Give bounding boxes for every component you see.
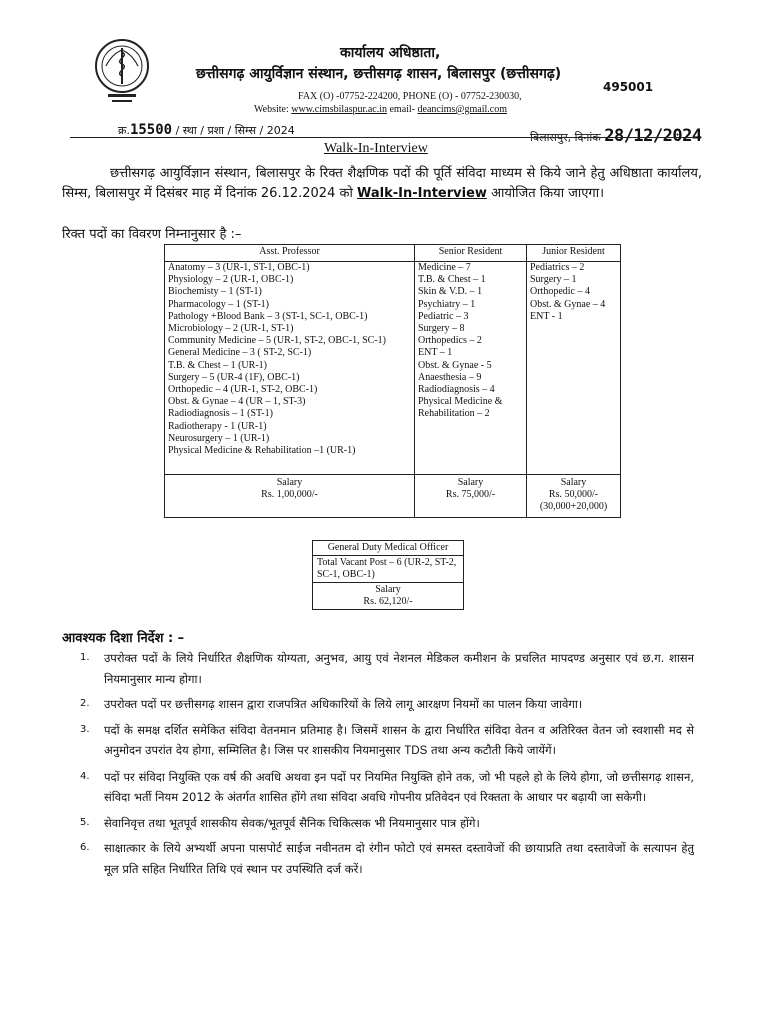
- instruction-number: 6.: [80, 842, 90, 853]
- list-item: Biochemisty – 1 (ST-1): [168, 286, 262, 298]
- list-item: Psychiatry – 1: [418, 298, 476, 310]
- posts-table: [164, 244, 621, 518]
- list-item: Obst. & Gynae – 4: [530, 298, 606, 310]
- list-item: Physical Medicine &: [418, 396, 503, 408]
- salary-asst-professor: [165, 475, 415, 518]
- instruction-number: 5.: [80, 816, 90, 828]
- instruction-number: 1.: [80, 652, 90, 663]
- list-item: Radiodiagnosis – 4: [418, 384, 495, 396]
- reference-suffix: / स्था / प्रशा / सिम्स / 2024: [175, 124, 295, 137]
- reference-number: [118, 122, 295, 138]
- list-item: Medicine – 7: [418, 262, 471, 273]
- website-link[interactable]: www.cimsbilaspur.ac.in: [291, 104, 387, 115]
- list-item: Radiodiagnosis – 1 (ST-1): [168, 408, 273, 420]
- list-item: Pathology +Blood Bank – 3 (ST-1, SC-1, OBC-1): [168, 310, 368, 322]
- list-item: Pediatrics – 2: [530, 262, 585, 273]
- list-item: Community Medicine – 5 (UR-1, ST-2, OBC-1, SC-1): [168, 335, 386, 347]
- list-item: Orthopedics – 2: [418, 335, 482, 347]
- header-senior-resident: Senior Resident: [415, 245, 527, 262]
- institute-emblem-icon: [92, 36, 152, 108]
- gdmo-salary-label: Salary: [375, 584, 401, 595]
- list-item: Skin & V.D. – 1: [418, 286, 483, 298]
- salary-label: Salary: [276, 477, 303, 488]
- list-item: Pediatric – 3: [418, 310, 469, 322]
- list-item: Surgery – 5 (UR-4 (1F), OBC-1): [168, 371, 300, 383]
- header-divider: [70, 137, 696, 138]
- date-label: बिलासपुर, दिनांक: [530, 131, 601, 144]
- list-item: Obst. & Gynae - 5: [418, 359, 492, 371]
- gdmo-salary-value: Rs. 62,120/-: [363, 596, 413, 607]
- salary-value: Rs. 1,00,000/-: [261, 489, 318, 500]
- asst-professor-list: [165, 262, 415, 475]
- header-junior-resident: Junior Resident: [527, 245, 621, 262]
- reference-handwritten-number: 15500: [129, 122, 173, 138]
- instruction-number: 2.: [80, 698, 90, 709]
- list-item: Anatomy – 3 (UR-1, ST-1, OBC-1): [168, 262, 310, 273]
- gdmo-vacancy: Total Vacant Post – 6 (UR-2, ST-2, SC-1, OBC-1): [313, 556, 464, 583]
- intro-text-2: आयोजित किया जाएगा।: [491, 186, 605, 201]
- header-asst-professor: Asst. Professor: [165, 245, 415, 262]
- email-label: email-: [389, 104, 416, 115]
- instruction-text: सेवानिवृत्त तथा भूतपूर्व शासकीय सेवक/भूतपूर्व सैनिक चिकित्सक भी नियमानुसार पात्र होंगे।: [104, 815, 480, 830]
- list-item: ENT - 1: [530, 310, 563, 322]
- posts-header-row: [165, 245, 621, 262]
- email-link[interactable]: deancims@gmail.com: [417, 104, 507, 115]
- list-item: Obst. & Gynae – 4 (UR – 1, ST-3): [168, 396, 306, 408]
- instruction-text: पदों पर संविदा नियुक्ति एक वर्ष की अवधि अथवा इन पदों पर नियमित नियुक्ति होने तक, जो भी पहले हो के लिये होगा, जो छत्तीसगढ़ शासन, संविदा भर्ती नियम 2012 के अंतर्गत शासित होंगे तथा संविदा अवधि गोपनीय प्रतिवेदन एवं रिक्तता के आधार पर बढ़ायी जा सकेगी।: [104, 769, 694, 804]
- intro-highlight: Walk-In-Interview: [356, 186, 487, 201]
- vacancy-heading: रिक्त पदों का विवरण निम्नानुसार है :–: [62, 227, 242, 242]
- salary-label: Salary: [560, 477, 587, 488]
- instruction-number: 4.: [80, 770, 90, 782]
- list-item: ENT – 1: [418, 347, 453, 359]
- salary-value: Rs. 75,000/-: [445, 489, 496, 500]
- contact-fax-phone: FAX (O) -07752-224200, PHONE (O) - 07752-230030,: [298, 91, 522, 102]
- list-item: Microbiology – 2 (UR-1, ST-1): [168, 323, 294, 335]
- gdmo-salary: [313, 583, 464, 610]
- gdmo-header: General Duty Medical Officer: [313, 541, 464, 556]
- posts-salary-row: [165, 475, 621, 518]
- reference-prefix: क्र.: [118, 124, 130, 137]
- list-item: Anaesthesia – 9: [418, 371, 482, 383]
- pincode: 495001: [603, 80, 654, 94]
- instruction-item: [80, 838, 694, 879]
- instruction-item: [80, 648, 694, 689]
- instruction-number: 3.: [80, 723, 90, 735]
- list-item: Orthopedic – 4: [530, 286, 590, 298]
- website-label: Website:: [254, 104, 289, 115]
- list-item: Physiology – 2 (UR-1, OBC-1): [168, 274, 294, 286]
- list-item: Pharmacology – 1 (ST-1): [168, 298, 270, 310]
- office-heading: कार्यालय अधिष्ठाता,: [340, 45, 441, 61]
- list-item: Orthopedic – 4 (UR-1, ST-2, OBC-1): [168, 384, 318, 396]
- senior-resident-list: [415, 262, 527, 475]
- salary-senior-resident: [415, 475, 527, 518]
- date-handwritten: 28/12/2024: [604, 126, 702, 146]
- list-item: Physical Medicine & Rehabilitation –1 (UR-1): [168, 445, 356, 457]
- instructions-list: [80, 648, 694, 884]
- list-item: Radiotherapy - 1 (UR-1): [168, 420, 267, 432]
- instruction-tds: TDS: [404, 745, 428, 757]
- instruction-item: [80, 813, 694, 834]
- list-item: General Medicine – 3 ( ST-2, SC-1): [168, 347, 312, 359]
- letter-date: [530, 126, 702, 146]
- list-item: T.B. & Chest – 1 (UR-1): [168, 359, 267, 371]
- posts-list-row: [165, 262, 621, 475]
- list-item: Surgery – 1: [530, 274, 577, 286]
- instructions-heading: आवश्यक दिशा निर्देश : –: [62, 631, 185, 646]
- salary-breakup: (30,000+20,000): [539, 501, 608, 512]
- instruction-text: पदों के समक्ष दर्शित समेकित संविदा वेतनमान प्रतिमाह है। जिसमें शासन के द्वारा निर्धारित संविदा वेतन व अतिरिक्त वेतन जो स्वशासी मद से अनुमोदन उपरांत देय होगा, सम्मिलित है। जिस पर शासकीय नियमानुसार: [104, 722, 694, 757]
- instruction-text: उपरोक्त पदों के लिये निर्धारित शैक्षणिक योग्यता, अनुभव, आयु एवं नेशनल मेडिकल कमीशन के प्रचलित मापदण्ड अनुसार एवं छ.ग. शासन नियमानुसार मान्य होगा।: [104, 651, 694, 686]
- intro-text-1: छत्तीसगढ़ आयुर्विज्ञान संस्थान, बिलासपुर के रिक्त शैक्षणिक पदों की पूर्ति संविदा माध्यम से किये जाने हेतु अधिष्ठाता कार्यालय, सिम्स, बिलासपुर में दिसंबर माह में दिनांक 26.12.2024 को: [62, 166, 702, 201]
- junior-resident-list: [527, 262, 621, 475]
- instruction-text: साक्षात्कार के लिये अभ्यर्थी अपना पासपोर्ट साईज नवीनतम दो रंगीन फोटो एवं समस्त दस्तावेजों की छायाप्रति तथा दस्तावेजों के सत्यापन हेतु मूल प्रति सहित निर्धारित तिथि एवं स्थान पर उपस्थिति दर्ज करें।: [104, 841, 694, 876]
- instruction-text: उपरोक्त पदों पर छत्तीसगढ़ शासन द्वारा राजपत्रित अधिकारियों के लिये लागू आरक्षण नियमों का पालन किया जावेगा।: [104, 697, 583, 711]
- salary-label: Salary: [457, 477, 484, 488]
- list-item: Neurosurgery – 1 (UR-1): [168, 432, 270, 444]
- instruction-item: [80, 767, 694, 808]
- instruction-text: तथा अन्य कटौती किये जायेंगें।: [430, 743, 556, 757]
- instruction-item: [80, 694, 694, 715]
- gdmo-table: [312, 540, 464, 610]
- intro-paragraph: [62, 164, 702, 204]
- list-item: T.B. & Chest – 1: [418, 274, 486, 286]
- contact-web-email: [254, 104, 507, 115]
- document-title: Walk-In-Interview: [324, 141, 428, 156]
- salary-junior-resident: [527, 475, 621, 518]
- instruction-item: [80, 720, 694, 762]
- list-item: Surgery – 8: [418, 323, 465, 335]
- institute-name: छत्तीसगढ़ आयुर्विज्ञान संस्थान, छत्तीसगढ़ शासन, बिलासपुर (छत्तीसगढ़): [196, 66, 562, 82]
- salary-value: Rs. 50,000/-: [548, 489, 599, 500]
- list-item: Rehabilitation – 2: [418, 408, 490, 420]
